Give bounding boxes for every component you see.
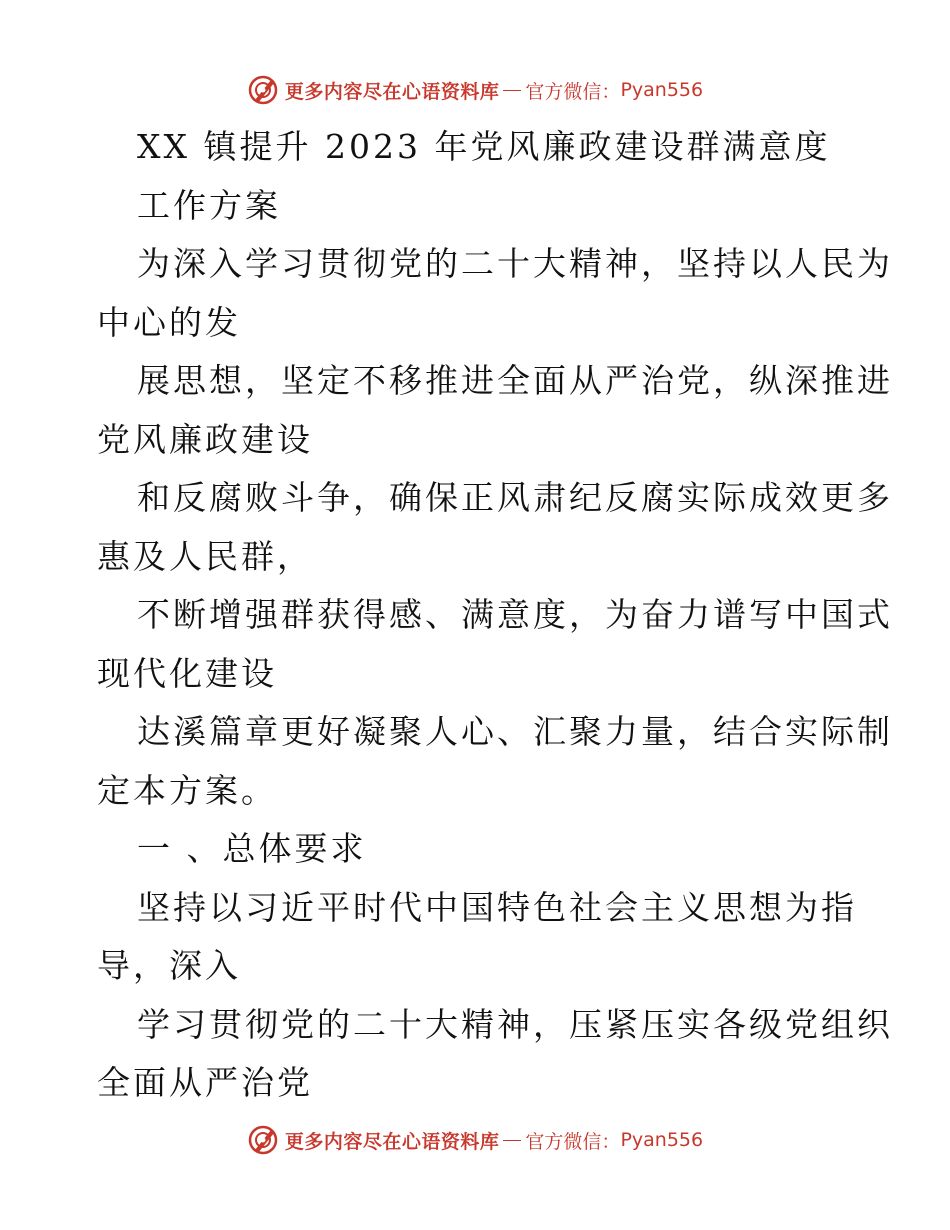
body-line: 定本方案。 <box>97 770 277 810</box>
section-heading: 一 、总体要求 <box>137 829 367 868</box>
watermark-separator <box>503 90 521 91</box>
body-line: 坚持以习近平时代中国特色社会主义思想为指 <box>137 887 857 927</box>
body-line: 和反腐败斗争，确保正风肃纪反腐实际成效更多 <box>137 478 893 517</box>
watermark-text: 更多内容尽在心语资料库 <box>284 80 500 103</box>
pen-logo-icon <box>247 1124 279 1156</box>
header-watermark <box>0 70 950 110</box>
watermark-official: 官方微信： <box>525 1130 621 1153</box>
body-line: 学习贯彻党的二十大精神，压紧压实各级党组织 <box>137 1004 893 1044</box>
watermark-official: 官方微信： <box>525 80 621 103</box>
body-line: 不断增强群获得感、满意度，为奋力谱写中国式 <box>137 595 893 634</box>
body-line: 展思想，坚定不移推进全面从严治党，纵深推进 <box>137 361 893 400</box>
body-line: 惠及人民群， <box>97 536 313 576</box>
body-line: 中心的发 <box>97 302 241 342</box>
document-body <box>97 118 893 1113</box>
body-line: 党风廉政建设 <box>97 419 313 459</box>
body-line: 现代化建设 <box>97 653 277 693</box>
watermark-text: 更多内容尽在心语资料库 <box>284 1130 500 1153</box>
body-line: 达溪篇章更好凝聚人心、汇聚力量，结合实际制 <box>137 712 893 751</box>
watermark-wechat-id: Pyan556 <box>620 79 704 101</box>
document-title: XX 镇提升 2023 年党风廉政建设群满意度 <box>137 127 831 166</box>
pen-logo-icon <box>247 74 279 106</box>
document-subtitle: 工作方案 <box>137 185 281 225</box>
body-line: 导，深入 <box>97 946 241 985</box>
footer-watermark <box>0 1120 950 1160</box>
body-line: 全面从严治党 <box>97 1063 313 1102</box>
watermark-separator <box>503 1140 521 1141</box>
watermark-wechat-id: Pyan556 <box>620 1129 704 1151</box>
body-line: 为深入学习贯彻党的二十大精神，坚持以人民为 <box>137 244 893 283</box>
